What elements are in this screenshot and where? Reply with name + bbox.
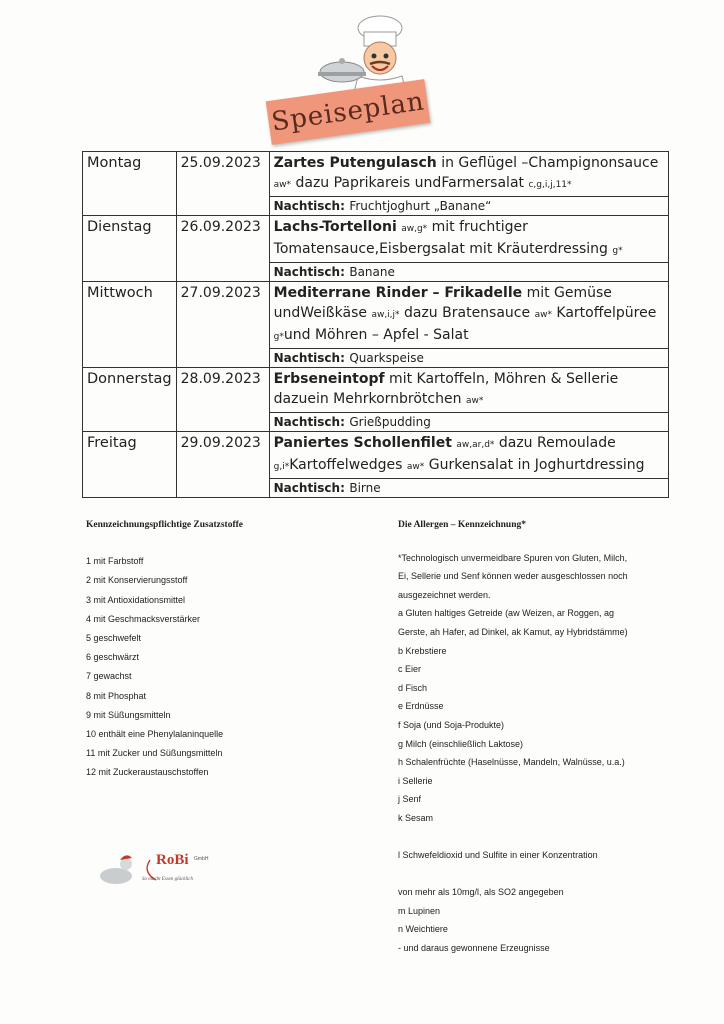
allergen-item <box>398 828 698 847</box>
dessert-label: Nachtisch: <box>273 481 345 495</box>
dish-text: Kartoffelwedges <box>289 457 407 473</box>
allergen-item: l Schwefeldioxid und Sulfite in einer Konzentration <box>398 850 598 861</box>
menu-day: Freitag <box>83 432 177 498</box>
allergen-item: g Milch (einschließlich Laktose) <box>398 738 524 749</box>
menu-date: 28.09.2023 <box>176 368 269 432</box>
menu-date: 29.09.2023 <box>176 432 269 498</box>
additive-item: 8 mit Phosphat <box>86 690 147 701</box>
dish-text: Gurkensalat in Joghurtdressing <box>424 457 645 473</box>
additive-item: 7 gewachst <box>86 671 132 682</box>
dessert-label: Nachtisch: <box>273 265 345 279</box>
robi-logo <box>98 850 218 890</box>
dish-name: Erbseneintopf <box>273 371 385 387</box>
allergen-code: g* <box>273 332 284 342</box>
menu-dish-cell <box>269 216 668 263</box>
allergen-item: k Sesam <box>398 812 434 823</box>
allergen-code: aw* <box>465 396 484 406</box>
dessert-cell <box>269 197 668 216</box>
allergen-code: aw* <box>534 310 552 320</box>
allergen-item: c Eier <box>398 664 422 675</box>
menu-day: Montag <box>83 152 177 216</box>
dish-text: Weißkäse <box>300 305 372 321</box>
menu-date: 27.09.2023 <box>176 282 269 368</box>
dessert-label: Nachtisch: <box>273 351 345 365</box>
allergen-item: *Technologisch unvermeidbare Spuren von Gluten, Milch, <box>398 552 628 563</box>
dish-name: Mediterrane Rinder – Frikadelle <box>273 285 523 301</box>
dish-text: ein Mehrkornbrötchen <box>307 391 466 407</box>
dessert-cell <box>269 479 668 498</box>
allergen-item: i Sellerie <box>398 775 433 786</box>
allergen-code: g* <box>612 246 623 256</box>
allergen-item: h Schalenfrüchte (Haselnüsse, Mandeln, Walnüsse, u.a.) <box>398 757 625 768</box>
allergen-code: g,i* <box>273 462 290 472</box>
allergen-item: j Senf <box>398 794 422 805</box>
allergen-item: b Krebstiere <box>398 645 447 656</box>
additive-item: 11 mit Zucker und Süßungsmitteln <box>86 748 223 759</box>
allergen-item: von mehr als 10mg/l, als SO2 angegeben <box>398 887 564 898</box>
dessert-label: Nachtisch: <box>273 199 345 213</box>
allergen-item: Gerste, ah Hafer, ad Dinkel, ak Kamut, ay Hybridstämme) <box>398 626 628 637</box>
menu-dish-cell <box>269 368 668 413</box>
dessert-value: Banane <box>349 265 395 279</box>
allergen-code: aw* <box>406 462 425 472</box>
allergen-code: c,g,i,j,11* <box>528 180 572 190</box>
dessert-cell <box>269 349 668 368</box>
allergen-code: aw,g* <box>401 224 428 234</box>
dish-text: Champignonsauce <box>528 155 659 171</box>
dessert-value: Quarkspeise <box>349 351 424 365</box>
additive-item: 9 mit Süßungsmitteln <box>86 709 171 720</box>
menu-dish-cell <box>269 432 668 479</box>
additive-item: 12 mit Zuckeraustauschstoffen <box>86 767 209 778</box>
dessert-cell <box>269 263 668 282</box>
dish-text: dazu Remoulade <box>494 435 616 451</box>
additive-item: 10 enthält eine Phenylalaninquelle <box>86 729 224 740</box>
allergen-item: n Weichtiere <box>398 924 448 935</box>
menu-date: 26.09.2023 <box>176 216 269 282</box>
dish-text: Farmersalat <box>441 175 529 191</box>
dish-text: Kartoffelpüree <box>551 305 657 321</box>
dish-text: mit fruchtiger Tomatensauce, <box>273 219 528 257</box>
dish-text: dazu Bratensauce <box>399 305 535 321</box>
allergen-item <box>398 865 698 884</box>
dish-name: Paniertes Schollenfilet <box>273 435 452 451</box>
allergen-item: m Lupinen <box>398 905 441 916</box>
allergen-code: aw,ar,d* <box>456 440 495 450</box>
dessert-value: Grießpudding <box>349 415 431 429</box>
allergen-item: f Soja (und Soja-Produkte) <box>398 719 505 730</box>
allergen-code: aw* <box>273 180 292 190</box>
dessert-cell <box>269 413 668 432</box>
additives-legend <box>86 516 243 783</box>
allergen-item: d Fisch <box>398 682 428 693</box>
dish-text: Eisbergsalat mit Kräuterdressing <box>379 241 613 257</box>
dish-text: mit Gemüse und <box>273 285 612 321</box>
menu-row <box>83 282 669 349</box>
menu-row <box>83 152 669 197</box>
menu-row <box>83 432 669 479</box>
menu-row <box>83 368 669 413</box>
menu-dish-cell <box>269 152 668 197</box>
title-banner <box>266 79 431 145</box>
allergen-item: Ei, Sellerie und Senf können weder ausgeschlossen noch <box>398 571 628 582</box>
dish-text: und Möhren – Apfel - Salat <box>283 327 469 343</box>
dish-text: mit Kartoffeln, Möhren & Sellerie dazu <box>273 371 619 407</box>
menu-table <box>82 151 669 498</box>
logo-suffix: GmbH <box>194 856 209 862</box>
dish-name: Zartes Putengulasch <box>273 155 437 171</box>
dish-name: Lachs-Tortelloni <box>273 219 397 235</box>
allergen-item: - und daraus gewonnene Erzeugnisse <box>398 943 550 954</box>
additive-item: 2 mit Konservierungsstoff <box>86 575 188 586</box>
additive-item: 6 geschwärzt <box>86 652 140 663</box>
additives-title: Kennzeichnungspflichtige Zusatzstoffe <box>86 520 244 530</box>
menu-day: Donnerstag <box>83 368 177 432</box>
additive-item: 3 mit Antioxidationsmittel <box>86 594 186 605</box>
additive-item: 4 mit Geschmacksverstärker <box>86 613 201 624</box>
page-title: Speiseplan <box>269 86 427 138</box>
allergen-item: e Erdnüsse <box>398 701 444 712</box>
allergens-legend <box>398 516 698 958</box>
logo-brand: RoBi <box>156 852 189 868</box>
additive-item: 5 geschwefelt <box>86 633 142 644</box>
dish-text: in Geflügel – <box>436 155 529 171</box>
dish-text: dazu Paprikareis und <box>291 175 442 191</box>
menu-day: Dienstag <box>83 216 177 282</box>
menu-date: 25.09.2023 <box>176 152 269 216</box>
dessert-value: Fruchtjoghurt „Banane“ <box>349 199 492 213</box>
allergens-title: Die Allergen – Kennzeichnung* <box>398 520 526 530</box>
allergen-item: a Gluten haltiges Getreide (aw Weizen, ar Roggen, ag <box>398 608 614 619</box>
logo-tagline: So macht Essen glücklich <box>142 877 193 882</box>
menu-row <box>83 216 669 263</box>
additive-item: 1 mit Farbstoff <box>86 556 144 567</box>
dessert-label: Nachtisch: <box>273 415 345 429</box>
allergen-item: ausgezeichnet werden. <box>398 589 491 600</box>
menu-dish-cell <box>269 282 668 349</box>
menu-day: Mittwoch <box>83 282 177 368</box>
dessert-value: Birne <box>349 481 381 495</box>
allergen-code: aw,i,j* <box>371 310 400 320</box>
